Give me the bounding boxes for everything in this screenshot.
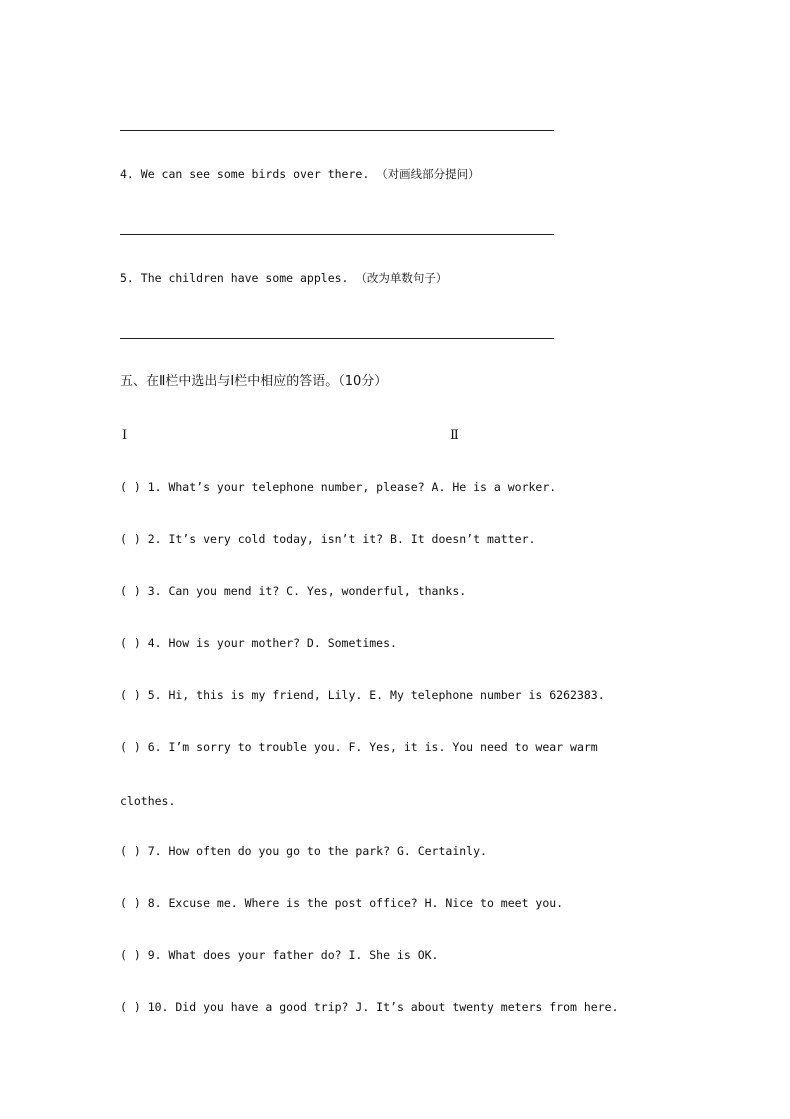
answer-line-4 [120,234,554,235]
match-item-3: ( ) 3. Can you mend it? C. Yes, wonderful, thanks. [120,584,467,598]
question-5: 5. The children have some apples. （改为单数句子） [120,271,448,285]
match-item-10: ( ) 10. Did you have a good trip? J. It’s about twenty meters from here. [120,1000,619,1014]
match-item-8: ( ) 8. Excuse me. Where is the post office? H. Nice to meet you. [120,896,564,910]
match-item-6-continued: clothes. [120,794,176,808]
column-1-label: Ⅰ [122,428,128,443]
column-2-label: Ⅱ [450,428,459,443]
section-5-heading: 五、在Ⅱ栏中选出与Ⅰ栏中相应的答语。（10分） [120,374,388,389]
question-4: 4. We can see some birds over there. （对画线部分提问） [120,167,480,181]
answer-line-5 [120,338,554,339]
match-item-5: ( ) 5. Hi, this is my friend, Lily. E. My telephone number is 6262383. [120,688,605,702]
match-item-1: ( ) 1. What’s your telephone number, please? A. He is a worker. [120,480,557,494]
match-item-2: ( ) 2. It’s very cold today, isn’t it? B. It doesn’t matter. [120,532,536,546]
match-item-9: ( ) 9. What does your father do? I. She is OK. [120,948,439,962]
answer-line-3 [120,130,554,131]
match-item-4: ( ) 4. How is your mother? D. Sometimes. [120,636,397,650]
match-item-7: ( ) 7. How often do you go to the park? G. Certainly. [120,844,487,858]
match-item-6: ( ) 6. I’m sorry to trouble you. F. Yes, it is. You need to wear warm [120,740,598,754]
